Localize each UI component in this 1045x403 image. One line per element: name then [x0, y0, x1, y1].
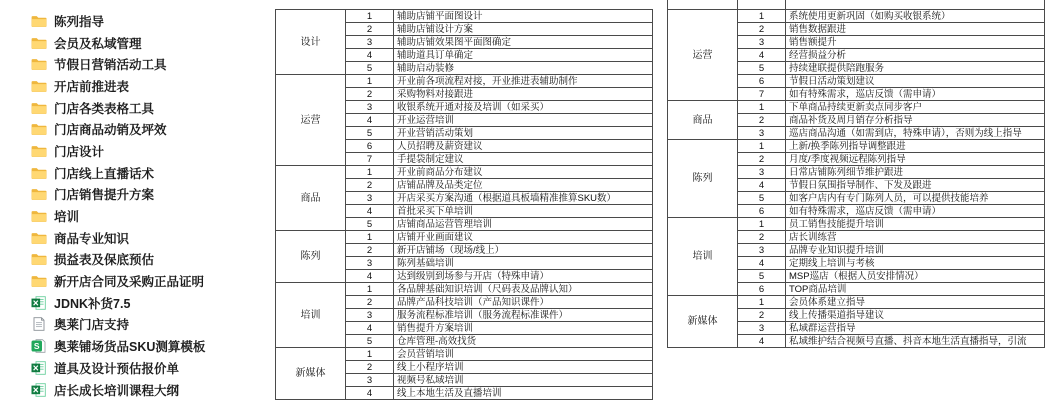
table-row — [668, 296, 1045, 309]
row-description-cell[interactable]: 线上本地生活及直播培训 — [394, 387, 653, 400]
folder-icon — [30, 187, 47, 202]
row-description-cell[interactable]: 辅助店铺效果图平面图确定 — [394, 36, 653, 49]
row-number-cell[interactable]: 1 — [738, 101, 786, 114]
clipped-top-row — [668, 0, 1045, 10]
row-number-cell[interactable]: 3 — [346, 192, 394, 205]
row-description-cell[interactable]: 上新/换季陈列指导调整跟进 — [786, 140, 1045, 153]
row-number-cell[interactable]: 2 — [346, 23, 394, 36]
row-description-cell[interactable]: 线上小程序培训 — [394, 361, 653, 374]
row-number-cell[interactable]: 2 — [346, 179, 394, 192]
sidebar-item[interactable] — [30, 270, 265, 292]
row-number-cell[interactable]: 4 — [346, 114, 394, 127]
row-number-cell[interactable]: 5 — [346, 335, 394, 348]
row-number-cell[interactable]: 5 — [346, 62, 394, 75]
sidebar-item[interactable] — [30, 379, 265, 401]
sidebar-item[interactable] — [30, 118, 265, 140]
row-number-cell[interactable]: 1 — [346, 348, 394, 361]
row-description-cell[interactable]: 新开店铺场（现场/线上） — [394, 244, 653, 257]
folder-icon — [30, 122, 47, 137]
row-description-cell[interactable]: 如有特殊需求，巡店反馈（需申请） — [786, 88, 1045, 101]
row-description-cell[interactable]: 陈列基础培训 — [394, 257, 653, 270]
excel-icon — [30, 382, 47, 397]
row-number-cell[interactable]: 6 — [738, 75, 786, 88]
sidebar-item-label: 培训 — [54, 210, 80, 225]
row-number-cell[interactable]: 2 — [346, 244, 394, 257]
row-description-cell[interactable]: 销售数据跟进 — [786, 23, 1045, 36]
row-number-cell[interactable]: 6 — [738, 205, 786, 218]
folder-icon — [30, 274, 47, 289]
sidebar-item-label: 奥莱门店支持 — [54, 318, 130, 333]
row-description-cell[interactable]: 经营损益分析 — [786, 49, 1045, 62]
row-number-cell[interactable]: 5 — [738, 62, 786, 75]
sidebar-item-label: 门店商品动销及坪效 — [54, 123, 167, 138]
row-description-cell[interactable]: 视频号私域培训 — [394, 374, 653, 387]
category-cell[interactable]: 培训 — [276, 283, 346, 348]
row-description-cell[interactable]: 下单商品持续更新卖点同步客户 — [786, 101, 1045, 114]
row-description-cell[interactable]: 达到级别到场参与开店（特殊申请） — [394, 270, 653, 283]
opening-support-table-grid — [275, 9, 653, 400]
folder-icon — [30, 165, 47, 180]
sidebar-item-label: 门店设计 — [54, 144, 105, 159]
category-cell[interactable]: 商品 — [668, 101, 738, 140]
sidebar-item[interactable] — [30, 205, 265, 227]
row-description-cell[interactable]: TOP商品培训 — [786, 283, 1045, 296]
row-number-cell[interactable]: 6 — [346, 140, 394, 153]
category-cell[interactable]: 商品 — [276, 166, 346, 231]
row-description-cell[interactable]: 节假日氛围指导制作、下发及跟进 — [786, 179, 1045, 192]
row-number-cell[interactable]: 1 — [738, 218, 786, 231]
table-row — [276, 166, 653, 179]
category-cell[interactable]: 陈列 — [668, 140, 738, 218]
row-description-cell[interactable]: 服务流程标准培训（服务流程标准课件） — [394, 309, 653, 322]
document-icon — [30, 317, 47, 332]
category-cell[interactable]: 运营 — [668, 10, 738, 101]
row-description-cell[interactable]: 店铺品牌及品类定位 — [394, 179, 653, 192]
sidebar-item-label: 开店前推进表 — [54, 79, 130, 94]
category-cell[interactable]: 培训 — [668, 218, 738, 296]
row-description-cell[interactable]: 各品牌基础知识培训（尺码表及品牌认知） — [394, 283, 653, 296]
table-row — [668, 218, 1045, 231]
row-number-cell[interactable]: 2 — [346, 88, 394, 101]
sidebar-item-label: 新开店合同及采购正品证明 — [54, 275, 205, 290]
row-number-cell[interactable]: 1 — [346, 231, 394, 244]
ongoing-support-table — [667, 0, 1045, 351]
folder-icon — [30, 35, 47, 50]
row-description-cell[interactable]: 采购物料对接跟进 — [394, 88, 653, 101]
row-number-cell[interactable]: 1 — [738, 296, 786, 309]
row-number-cell[interactable]: 4 — [346, 322, 394, 335]
row-description-cell[interactable]: 开业前各项流程对接，开业推进表辅助制作 — [394, 75, 653, 88]
row-description-cell[interactable]: 辅助店铺设计方案 — [394, 23, 653, 36]
row-description-cell[interactable]: 私域维护结合视频号直播、抖音本地生活直播指导，引流 — [786, 335, 1045, 348]
row-description-cell[interactable]: MSP巡店（根据人员安排情况） — [786, 270, 1045, 283]
opening-support-table — [275, 9, 654, 401]
clipped-cell[interactable] — [786, 0, 1045, 10]
sidebar-item[interactable] — [30, 140, 265, 162]
row-number-cell[interactable]: 3 — [738, 36, 786, 49]
table-row — [276, 348, 653, 361]
sidebar-item[interactable] — [30, 75, 265, 97]
row-description-cell[interactable]: 开业营销活动策划 — [394, 127, 653, 140]
row-number-cell[interactable]: 4 — [738, 49, 786, 62]
row-number-cell[interactable]: 2 — [346, 361, 394, 374]
row-description-cell[interactable]: 辅助道具订单确定 — [394, 49, 653, 62]
row-number-cell[interactable]: 2 — [346, 296, 394, 309]
row-number-cell[interactable]: 2 — [738, 309, 786, 322]
folder-icon — [30, 143, 47, 158]
row-description-cell[interactable]: 巡店商品沟通（如需到店，特殊申请），否则为线上指导 — [786, 127, 1045, 140]
category-cell[interactable]: 运营 — [276, 75, 346, 166]
sidebar-item-label: 店长成长培训课程大纲 — [54, 383, 180, 398]
row-description-cell[interactable]: 月度/季度视频远程陈列指导 — [786, 153, 1045, 166]
folder-icon — [30, 57, 47, 72]
sidebar-item-label: 门店销售提升方案 — [54, 188, 155, 203]
row-description-cell[interactable]: 商品补货及周月销存分析指导 — [786, 114, 1045, 127]
sidebar-item[interactable] — [30, 53, 265, 75]
row-number-cell[interactable]: 3 — [346, 257, 394, 270]
row-number-cell[interactable]: 3 — [738, 322, 786, 335]
row-number-cell[interactable]: 5 — [738, 270, 786, 283]
row-description-cell[interactable]: 辅助店铺平面图设计 — [394, 10, 653, 23]
clipped-cell[interactable] — [668, 0, 738, 10]
table-row — [276, 231, 653, 244]
sidebar-item[interactable] — [30, 314, 265, 336]
table-row — [668, 10, 1045, 23]
row-number-cell[interactable]: 4 — [738, 179, 786, 192]
row-number-cell[interactable]: 4 — [346, 387, 394, 400]
row-number-cell[interactable]: 4 — [738, 335, 786, 348]
row-description-cell[interactable]: 品牌产品科技培训（产品知识课件） — [394, 296, 653, 309]
row-description-cell[interactable]: 会员体系建立指导 — [786, 296, 1045, 309]
row-number-cell[interactable]: 1 — [346, 10, 394, 23]
folder-icon — [30, 209, 47, 224]
sidebar-item[interactable] — [30, 227, 265, 249]
row-number-cell[interactable]: 2 — [738, 231, 786, 244]
row-number-cell[interactable]: 3 — [346, 36, 394, 49]
row-description-cell[interactable]: 销售额提升 — [786, 36, 1045, 49]
table-row — [276, 10, 653, 23]
excel-icon — [30, 360, 47, 375]
row-description-cell[interactable]: 如有特殊需求，巡店反馈（需申请） — [786, 205, 1045, 218]
row-number-cell[interactable]: 5 — [346, 218, 394, 231]
row-description-cell[interactable]: 员工销售技能提升培训 — [786, 218, 1045, 231]
row-description-cell[interactable]: 收银系统开通对接及培训（如采买） — [394, 101, 653, 114]
category-cell[interactable]: 陈列 — [276, 231, 346, 283]
row-number-cell[interactable]: 4 — [346, 49, 394, 62]
clipped-cell[interactable] — [738, 0, 786, 10]
row-number-cell[interactable]: 3 — [346, 101, 394, 114]
row-description-cell[interactable]: 节假日活动策划建议 — [786, 75, 1045, 88]
sidebar-item-label: 商品专业知识 — [54, 231, 130, 246]
category-cell[interactable]: 设计 — [276, 10, 346, 75]
row-number-cell[interactable]: 6 — [738, 283, 786, 296]
row-description-cell[interactable]: 人员招聘及薪资建议 — [394, 140, 653, 153]
row-number-cell[interactable]: 2 — [738, 23, 786, 36]
sidebar-item[interactable] — [30, 357, 265, 379]
row-number-cell[interactable]: 3 — [346, 309, 394, 322]
table-row — [668, 140, 1045, 153]
row-description-cell[interactable]: 线上传播渠道指导建议 — [786, 309, 1045, 322]
table-row — [668, 101, 1045, 114]
sidebar-item-label: 奥莱铺场货品SKU测算模板 — [54, 340, 206, 355]
row-description-cell[interactable]: 销售提升方案培训 — [394, 322, 653, 335]
row-description-cell[interactable]: 店铺开业画面建议 — [394, 231, 653, 244]
row-number-cell[interactable]: 5 — [738, 192, 786, 205]
row-number-cell[interactable]: 4 — [346, 205, 394, 218]
sidebar-item-label: 门店线上直播话术 — [54, 166, 155, 181]
row-number-cell[interactable]: 5 — [346, 127, 394, 140]
table-row — [276, 75, 653, 88]
folder-icon — [30, 230, 47, 245]
sidebar-item[interactable] — [30, 162, 265, 184]
folder-icon — [30, 78, 47, 93]
row-number-cell[interactable]: 1 — [738, 10, 786, 23]
sidebar-item[interactable] — [30, 10, 265, 32]
row-description-cell[interactable]: 开业前商品分布建议 — [394, 166, 653, 179]
row-description-cell[interactable]: 店铺商品运营管理培训 — [394, 218, 653, 231]
row-number-cell[interactable]: 1 — [346, 75, 394, 88]
sidebar-item[interactable] — [30, 249, 265, 271]
row-description-cell[interactable]: 定期线上培训与考核 — [786, 257, 1045, 270]
sidebar-item-label: 陈列指导 — [54, 14, 105, 29]
row-number-cell[interactable]: 7 — [346, 153, 394, 166]
sidebar-item[interactable] — [30, 32, 265, 54]
row-description-cell[interactable]: 系统使用更新巩固（如购买收银系统） — [786, 10, 1045, 23]
folder-icon — [30, 252, 47, 267]
row-number-cell[interactable]: 1 — [738, 140, 786, 153]
row-description-cell[interactable]: 店长训练营 — [786, 231, 1045, 244]
row-number-cell[interactable]: 3 — [738, 127, 786, 140]
row-description-cell[interactable]: 开业运营培训 — [394, 114, 653, 127]
sidebar-item-label: 会员及私域管理 — [54, 36, 142, 51]
row-description-cell[interactable]: 持续建联提供陪跑服务 — [786, 62, 1045, 75]
row-description-cell[interactable]: 私域群运营指导 — [786, 322, 1045, 335]
row-description-cell[interactable]: 开店采买方案沟通（根据道具板墙精准推算SKU数） — [394, 192, 653, 205]
category-cell[interactable]: 新媒体 — [276, 348, 346, 400]
sidebar-item[interactable] — [30, 335, 265, 357]
row-number-cell[interactable]: 2 — [738, 153, 786, 166]
row-description-cell[interactable]: 如客户店内有专门陈列人员，可以提供技能培养 — [786, 192, 1045, 205]
table-row — [276, 283, 653, 296]
sidebar-item[interactable] — [30, 97, 265, 119]
sidebar-item-label: 门店各类表格工具 — [54, 101, 155, 116]
sidebar-item[interactable] — [30, 184, 265, 206]
row-number-cell[interactable]: 3 — [738, 166, 786, 179]
row-description-cell[interactable]: 首批采买下单培训 — [394, 205, 653, 218]
row-number-cell[interactable]: 1 — [346, 283, 394, 296]
sidebar-item-label: 损益表及保底预估 — [54, 253, 155, 268]
sidebar-item-label: JDNK补货7.5 — [54, 296, 131, 311]
excel-icon — [30, 295, 47, 310]
sidebar-item-label: 节假日营销活动工具 — [54, 58, 167, 73]
file-sidebar — [30, 10, 265, 400]
row-number-cell[interactable]: 3 — [738, 244, 786, 257]
svg-text:S: S — [33, 341, 40, 352]
row-number-cell[interactable]: 2 — [738, 114, 786, 127]
row-number-cell[interactable]: 3 — [346, 374, 394, 387]
row-description-cell[interactable]: 品牌专业知识提升培训 — [786, 244, 1045, 257]
row-number-cell[interactable]: 7 — [738, 88, 786, 101]
sidebar-item-label: 道具及设计预估报价单 — [54, 361, 180, 376]
row-number-cell[interactable]: 4 — [738, 257, 786, 270]
ongoing-support-table-grid — [667, 0, 1045, 348]
category-cell[interactable]: 新媒体 — [668, 296, 738, 348]
row-description-cell[interactable]: 日常店铺陈列细节维护跟进 — [786, 166, 1045, 179]
folder-icon — [30, 13, 47, 28]
row-description-cell[interactable]: 仓库管理-高效找货 — [394, 335, 653, 348]
row-description-cell[interactable]: 辅助启动装修 — [394, 62, 653, 75]
row-number-cell[interactable]: 4 — [346, 270, 394, 283]
sidebar-item[interactable] — [30, 292, 265, 314]
row-number-cell[interactable]: 1 — [346, 166, 394, 179]
row-description-cell[interactable]: 手提袋制定建议 — [394, 153, 653, 166]
row-description-cell[interactable]: 会员营销培训 — [394, 348, 653, 361]
folder-icon — [30, 100, 47, 115]
wps-spreadsheet-icon — [30, 339, 47, 354]
